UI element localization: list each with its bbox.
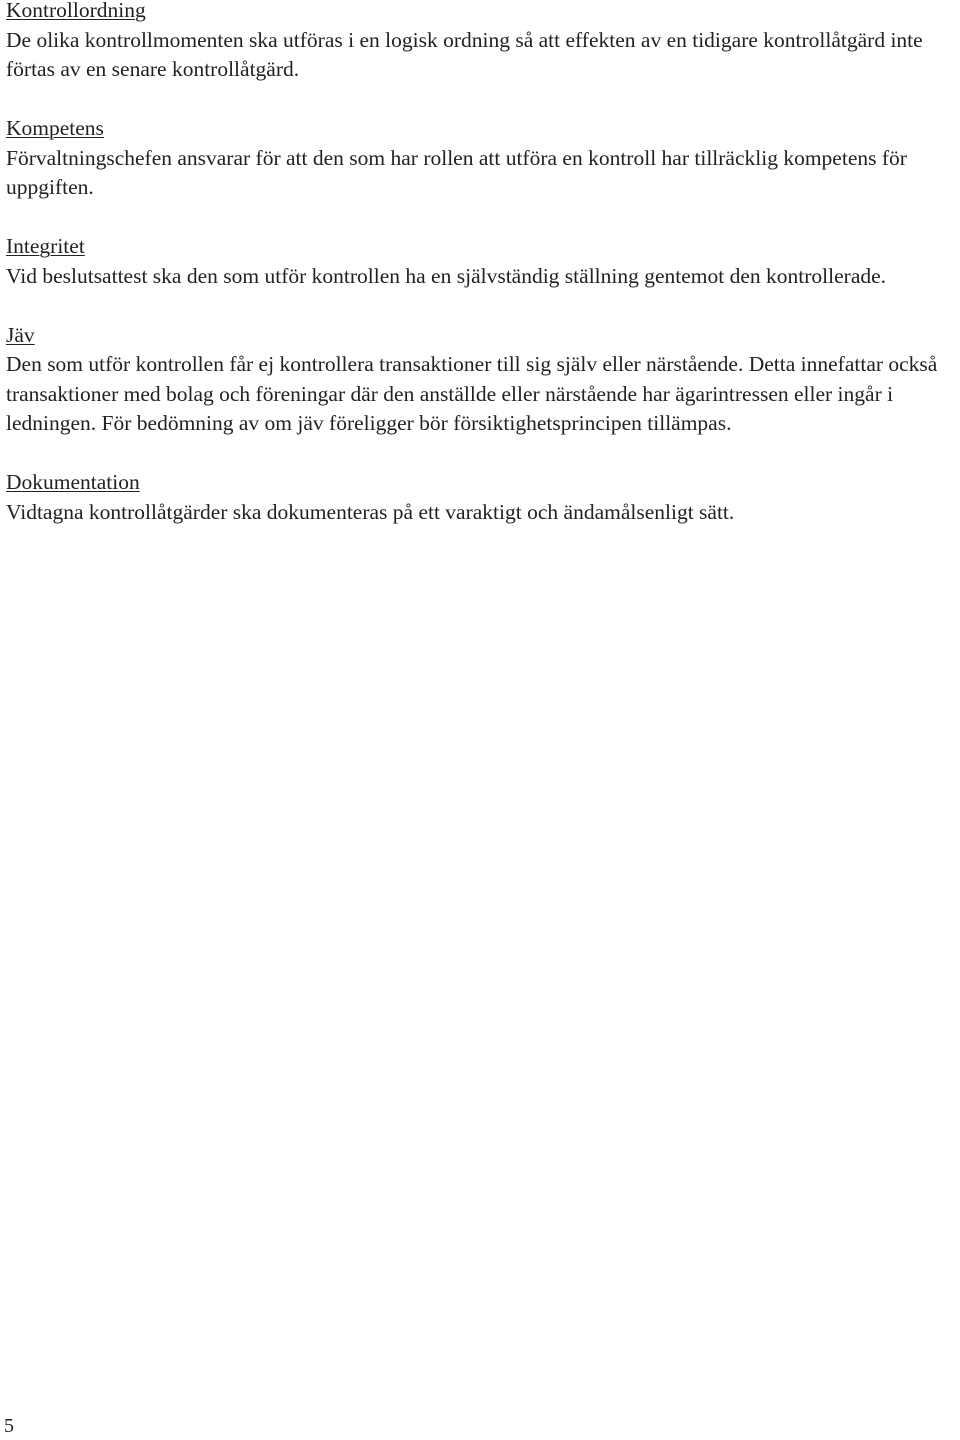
section-body: De olika kontrollmomenten ska utföras i en logisk ordning så att effekten av en tidigare kontrollåtgärd inte förtas av en senare kontrollåtgärd.	[6, 27, 923, 81]
section-body: Förvaltningschefen ansvarar för att den som har rollen att utföra en kontroll har tillräcklig kompetens för uppgiften.	[6, 145, 907, 199]
section-heading: Kontrollordning	[6, 0, 146, 22]
section-heading: Jäv	[6, 322, 35, 347]
section-body: Den som utför kontrollen får ej kontrollera transaktioner till sig själv eller närstående. Detta innefattar också transaktioner med bolag och föreningar där den anställde eller närstående har ägarintressen eller ingår i ledningen. För bedömning av om jäv föreligger bör försiktighetsprincipen tillämpas.	[6, 352, 938, 435]
section-heading: Integritet	[6, 234, 85, 258]
section-body: Vid beslutsattest ska den som utför kontrollen ha en självständig ställning gentemot den kontrollerade.	[6, 263, 887, 288]
page-number: 5	[4, 1415, 14, 1437]
section-heading: Dokumentation	[6, 470, 140, 494]
section-jav	[6, 321, 954, 439]
section-heading: Kompetens	[6, 116, 104, 140]
section-dokumentation	[6, 468, 954, 527]
section-kontrollordning	[6, 0, 954, 85]
section-integritet	[6, 232, 954, 291]
document-page	[6, 0, 954, 557]
section-kompetens	[6, 114, 954, 203]
section-body: Vidtagna kontrollåtgärder ska dokumenteras på ett varaktigt och ändamålsenligt sätt.	[6, 499, 735, 524]
